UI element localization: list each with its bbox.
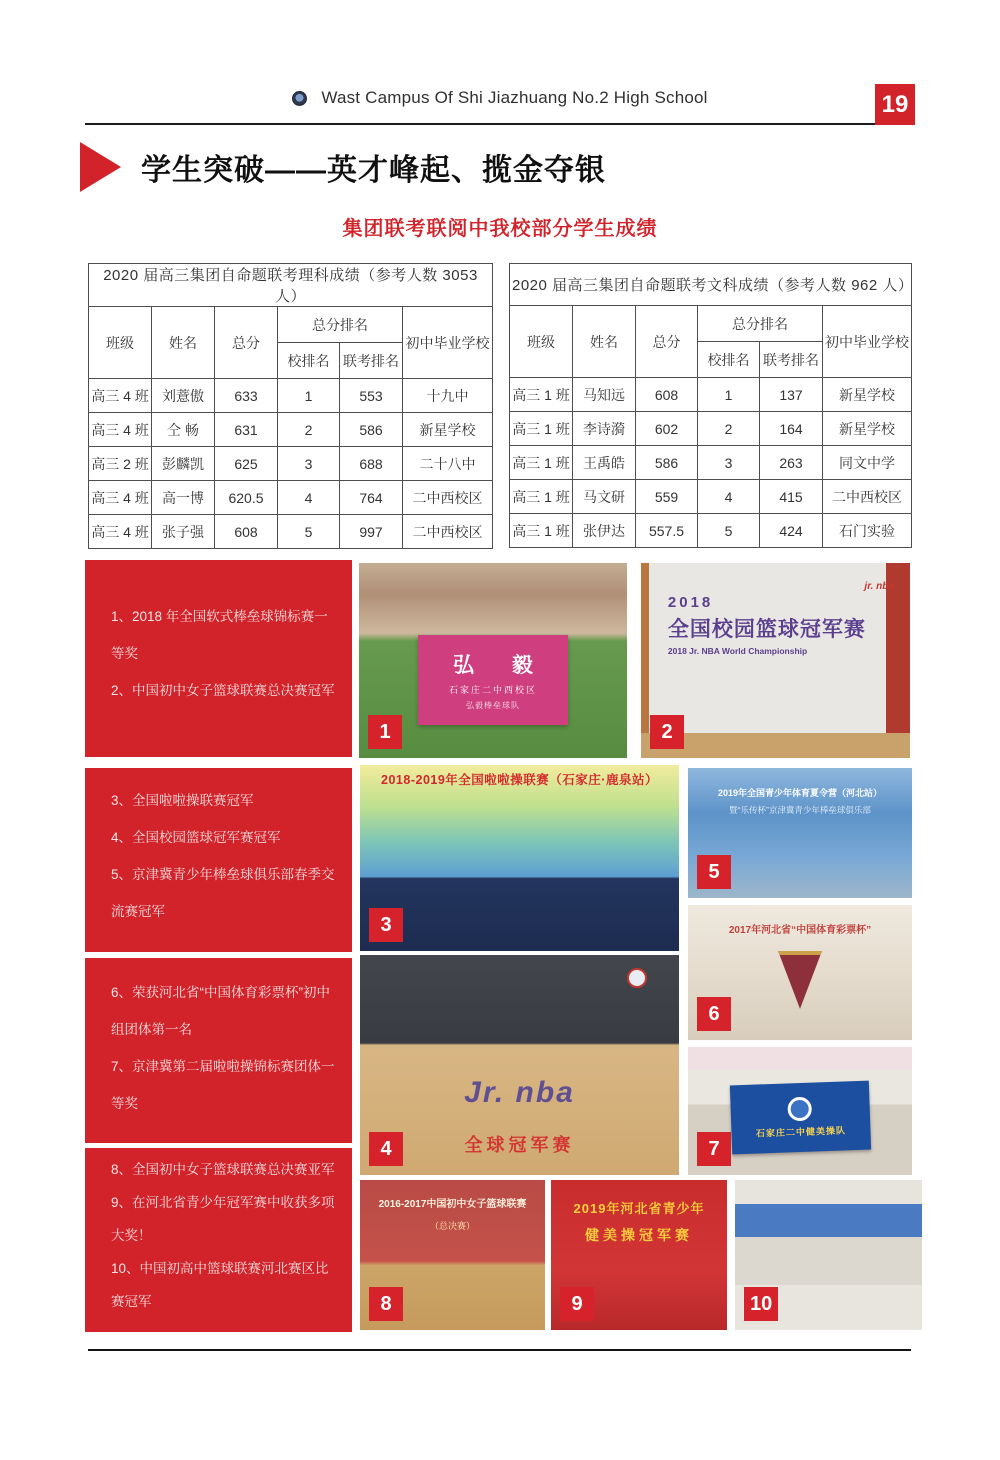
table-cell: 高三 4 班 — [89, 481, 152, 515]
col-header-class: 班级 — [89, 307, 152, 379]
team-flag — [729, 1080, 870, 1154]
table-row — [89, 413, 493, 447]
photo2-backdrop-text — [668, 594, 866, 656]
footer-divider — [88, 1349, 911, 1351]
section-subtitle: 集团联考联阅中我校部分学生成绩 — [342, 218, 658, 240]
achievement-item: 5、京津冀青少年棒垒球俱乐部春季交流赛冠军 — [111, 867, 335, 920]
school-name: Wast Campus Of Shi Jiazhuang No.2 High School — [321, 88, 708, 107]
table-cell: 625 — [215, 447, 278, 481]
achievement-item: 8、全国初中女子篮球联赛总决赛亚军 — [111, 1162, 335, 1177]
table-cell: 557.5 — [636, 514, 698, 548]
jr-nba-logo: jr. nba — [864, 580, 894, 592]
photo4-floor-logo: Jr. nba — [464, 1076, 575, 1109]
achievement-item: 7、京津冀第二届啦啦操锦标赛团体一等奖 — [111, 1059, 335, 1112]
col-header-rank-group: 总分排名 — [278, 307, 403, 343]
table-cell: 631 — [215, 413, 278, 447]
col-header-joint-rank: 联考排名 — [760, 342, 823, 378]
photo1-banner-line2: 弘毅棒垒球队 — [465, 700, 520, 710]
table-cell: 高三 1 班 — [510, 480, 573, 514]
photo6-banner-text: 2017年河北省“中国体育彩票杯” — [728, 925, 872, 937]
table-cell: 2 — [278, 413, 340, 447]
photo-jrnba-global — [360, 955, 679, 1175]
photo2-year: 2018 — [667, 594, 714, 612]
school-logo-icon — [292, 91, 307, 106]
table-cell: 王禹皓 — [573, 446, 636, 480]
table-cell: 586 — [340, 413, 403, 447]
col-header-joint-rank: 联考排名 — [340, 343, 403, 379]
photo-number-badge: 5 — [697, 855, 731, 889]
table-cell: 997 — [340, 515, 403, 549]
table-cell: 新星学校 — [823, 378, 912, 412]
table-cell: 同文中学 — [823, 446, 912, 480]
table-cell: 4 — [698, 480, 760, 514]
photo5-banner-line2: 暨“乐传杯”京津冀青少年棒垒球俱乐部 — [729, 805, 871, 816]
col-header-total: 总分 — [636, 306, 698, 378]
pennant-icon — [778, 951, 822, 1009]
photo-basketball-championship — [641, 563, 910, 758]
photo-aerobics-team-flag — [688, 1047, 912, 1175]
photo2-title: 全国校园篮球冠军赛 — [667, 618, 866, 642]
col-header-total: 总分 — [215, 307, 278, 379]
photo-baseball-team — [359, 563, 627, 758]
table-cell: 3 — [698, 446, 760, 480]
table-cell: 新星学校 — [403, 413, 493, 447]
photo-summer-camp — [688, 768, 912, 898]
table-cell: 石门实验 — [823, 514, 912, 548]
photo-cheerleading-league — [360, 765, 679, 951]
col-header-class: 班级 — [510, 306, 573, 378]
photo-number-badge: 10 — [744, 1287, 778, 1321]
photo-sports-lottery-cup — [688, 905, 912, 1040]
table-row — [510, 378, 912, 412]
col-header-rank-group: 总分排名 — [698, 306, 823, 342]
section-title: 学生突破——英才峰起、揽金夺银 — [141, 154, 606, 187]
photo3-banner-text: 2018-2019年全国啦啦操联赛（石家庄·鹿泉站） — [381, 773, 658, 787]
section-header — [80, 142, 606, 192]
achievement-item: 6、荣获河北省“中国体育彩票杯”初中组团体第一名 — [111, 985, 330, 1038]
table-cell: 620.5 — [215, 481, 278, 515]
col-header-middle-school: 初中毕业学校 — [403, 307, 493, 379]
achievement-box-3 — [85, 958, 352, 1143]
table-cell: 424 — [760, 514, 823, 548]
table-cell: 李诗漪 — [573, 412, 636, 446]
table-cell: 263 — [760, 446, 823, 480]
photo9-banner-line1: 2019年河北省青少年 — [573, 1201, 705, 1216]
table-row — [89, 447, 493, 481]
table-cell: 仝 畅 — [152, 413, 215, 447]
table-row — [510, 412, 912, 446]
table-row — [89, 515, 493, 549]
achievement-box-1 — [85, 560, 352, 757]
arts-table-body — [510, 378, 912, 548]
table-cell: 张子强 — [152, 515, 215, 549]
photo9-banner-line2: 健美操冠军赛 — [585, 1227, 693, 1243]
photo1-banner-line1: 石家庄二中西校区 — [448, 684, 537, 695]
achievement-item: 3、全国啦啦操联赛冠军 — [111, 793, 254, 808]
achievement-box-4 — [85, 1148, 352, 1332]
table-cell: 4 — [278, 481, 340, 515]
photo-girls-basketball-finals — [360, 1180, 545, 1330]
photo2-subtitle: 2018 Jr. NBA World Championship — [667, 646, 808, 657]
table-cell: 415 — [760, 480, 823, 514]
table-cell: 164 — [760, 412, 823, 446]
section-arrow-icon — [80, 142, 121, 192]
table-cell: 高三 1 班 — [510, 446, 573, 480]
achievement-item: 9、在河北省青少年冠军赛中收获多项大奖！ — [111, 1195, 335, 1244]
table-cell: 二十八中 — [403, 447, 493, 481]
table-cell: 559 — [636, 480, 698, 514]
photo4-floor-text: 全球冠军赛 — [464, 1135, 575, 1155]
col-header-name: 姓名 — [152, 307, 215, 379]
table-row — [89, 481, 493, 515]
photo-number-badge: 8 — [369, 1287, 403, 1321]
achievement-collage — [85, 558, 925, 1336]
table-title: 2020 届高三集团自命题联考文科成绩（参考人数 962 人） — [510, 264, 912, 306]
photo-aerobics-championship — [551, 1180, 727, 1330]
col-header-school-rank: 校排名 — [278, 343, 340, 379]
table-cell: 十九中 — [403, 379, 493, 413]
photo4-emblem-icon — [627, 968, 647, 988]
table-cell: 553 — [340, 379, 403, 413]
achievement-box-2 — [85, 768, 352, 952]
science-score-table — [88, 263, 493, 549]
col-header-school-rank: 校排名 — [698, 342, 760, 378]
table-cell: 二中西校区 — [403, 481, 493, 515]
table-cell: 633 — [215, 379, 278, 413]
header-brand — [0, 88, 1000, 108]
table-cell: 764 — [340, 481, 403, 515]
table-cell: 马知远 — [573, 378, 636, 412]
table-cell: 高三 1 班 — [510, 412, 573, 446]
table-row — [510, 480, 912, 514]
photo-number-badge: 1 — [368, 715, 402, 749]
col-header-middle-school: 初中毕业学校 — [823, 306, 912, 378]
table-cell: 高一博 — [152, 481, 215, 515]
photo8-banner-line1: 2016-2017中国初中女子篮球联赛 — [378, 1199, 527, 1210]
table-cell: 高三 2 班 — [89, 447, 152, 481]
table-row — [89, 379, 493, 413]
table-cell: 608 — [636, 378, 698, 412]
achievement-item: 2、中国初中女子篮球联赛总决赛冠军 — [111, 683, 335, 699]
table-cell: 137 — [760, 378, 823, 412]
achievement-item: 10、中国初高中篮球联赛河北赛区比赛冠军 — [111, 1261, 329, 1310]
table-cell: 马文研 — [573, 480, 636, 514]
table-cell: 608 — [215, 515, 278, 549]
photo-number-badge: 4 — [369, 1132, 403, 1166]
science-table-body — [89, 379, 493, 549]
photo-number-badge: 2 — [650, 715, 684, 749]
arts-score-table — [509, 263, 912, 548]
flag-text: 石家庄二中健美操队 — [755, 1125, 846, 1139]
header-divider — [85, 123, 875, 125]
table-cell: 高三 1 班 — [510, 514, 573, 548]
table-row — [510, 446, 912, 480]
table-cell: 二中西校区 — [823, 480, 912, 514]
photo1-banner-title: 弘 毅 — [453, 653, 549, 677]
photo-number-badge: 9 — [560, 1287, 594, 1321]
table-cell: 高三 4 班 — [89, 413, 152, 447]
photo-number-badge: 6 — [697, 997, 731, 1031]
table-cell: 刘薏傲 — [152, 379, 215, 413]
table-cell: 高三 4 班 — [89, 515, 152, 549]
table-cell: 5 — [698, 514, 760, 548]
photo5-banner-line1: 2019年全国青少年体育夏令营（河北站） — [717, 788, 883, 799]
photo8-banner-line2: （总决赛） — [429, 1221, 475, 1231]
table-cell: 高三 4 班 — [89, 379, 152, 413]
table-cell: 602 — [636, 412, 698, 446]
col-header-name: 姓名 — [573, 306, 636, 378]
flag-emblem-icon — [787, 1096, 812, 1121]
table-cell: 新星学校 — [823, 412, 912, 446]
table-row — [510, 514, 912, 548]
table-cell: 二中西校区 — [403, 515, 493, 549]
table-cell: 2 — [698, 412, 760, 446]
achievement-item: 1、2018 年全国软式棒垒球锦标赛一等奖 — [111, 609, 328, 662]
photo-number-badge: 3 — [369, 908, 403, 942]
table-cell: 彭麟凯 — [152, 447, 215, 481]
table-title: 2020 届高三集团自命题联考理科成绩（参考人数 3053 人） — [89, 264, 493, 307]
table-cell: 张伊达 — [573, 514, 636, 548]
table-cell: 586 — [636, 446, 698, 480]
photo-basketball-league-hebei — [735, 1180, 922, 1330]
table-cell: 3 — [278, 447, 340, 481]
table-cell: 1 — [278, 379, 340, 413]
achievement-item: 4、全国校园篮球冠军赛冠军 — [111, 830, 281, 846]
photo1-banner — [418, 635, 568, 725]
table-cell: 688 — [340, 447, 403, 481]
photo-number-badge: 7 — [697, 1132, 731, 1166]
table-cell: 1 — [698, 378, 760, 412]
table-cell: 高三 1 班 — [510, 378, 573, 412]
page-number-badge: 19 — [875, 84, 915, 125]
table-cell: 5 — [278, 515, 340, 549]
